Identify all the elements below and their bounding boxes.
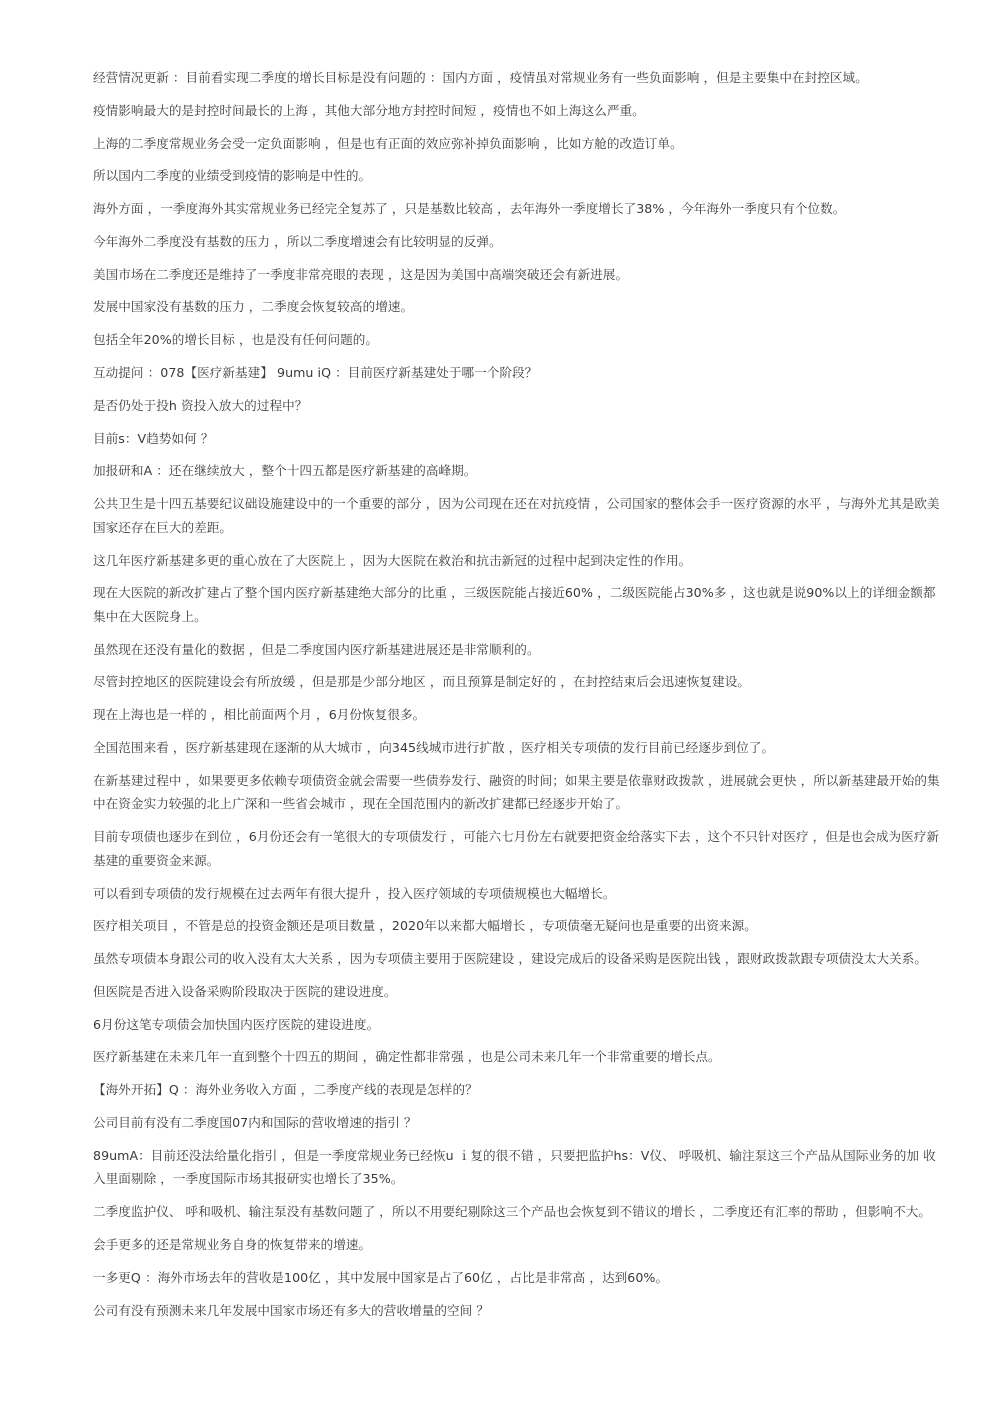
paragraph: 医疗新基建在未来几年一直到整个十四五的期间 ，确定性都非常强 ，也是公司未来几年一个非常重要的增长点。	[93, 1049, 721, 1065]
paragraph: 发展中国家没有基数的压力 ，二季度会恢复较高的增速。	[93, 299, 414, 315]
paragraph: 海外方面 ，一季度海外其实常规业务已经完全复苏了 ，只是基数比较高 ，去年海外一季度增长了38% ，今年海外一季度只有个位数。	[93, 201, 846, 217]
paragraph: 可以看到专项债的发行规模在过去两年有很大提升 ，投入医疗领域的专项债规模也大幅增长。	[93, 885, 616, 901]
paragraph: 这几年医疗新基建多更的重心放在了大医院上 ，因为大医院在救治和抗击新冠的过程中起到决定性的作用。	[93, 552, 692, 568]
paragraph: 公司有没有预测未来几年发展中国家市场还有多大的营收增量的空间 ？	[93, 1302, 490, 1318]
paragraph: 目前专项债也逐步在到位 ，6月份还会有一笔很大的专项债发行 ，可能六七月份左右就要把资金给落实下去 ，这个不只针对医疗 ，但是也会成为医疗新基建的重要资金来源。	[93, 829, 940, 868]
paragraph: 但医院是否进入设备采购阶段取决于医院的建设进度。	[93, 983, 397, 999]
paragraph: 现在上海也是一样的 ，相比前面两个月 ，6月份恢复很多。	[93, 707, 426, 723]
paragraph: 所以国内二季度的业绩受到疫情的影响是中性的。	[93, 168, 372, 184]
paragraph: 是否仍处于投h 资投入放大的过程中？	[93, 397, 308, 413]
paragraph: 今年海外二季度没有基数的压力 ，所以二季度增速会有比较明显的反弹。	[93, 233, 502, 249]
question-heading: 【海外开拓】Q ：海外业务收入方面 ，二季度产线的表现是怎样的？	[93, 1082, 478, 1098]
paragraph: 现在大医院的新改扩建占了整个国内医疗新基建绝大部分的比重 ，三级医院能占接近60% ，二级医院能占30%多 ，这也就是说90%以上的详细金额都集中在大医院身上。	[93, 585, 936, 624]
paragraph: 二季度监护仪、 呼和吸机、输注泵没有基数问题了 ，所以不用要纪剔除这三个产品也会恢复到不错议的增长 ，二季度还有汇率的帮助 ，但影响不大。	[93, 1204, 932, 1220]
paragraph: 上海的二季度常规业务会受一定负面影响 ，但是也有正面的效应弥补掉负面影响 ，比如方舱的改造订单。	[93, 135, 683, 151]
paragraph: 包括全年20%的增长目标 ，也是没有任何问题的。	[93, 332, 379, 348]
paragraph: 公共卫生是十四五基要纪议础设施建设中的一个重要的部分 ，因为公司现在还在对抗疫情 ，公司国家的整体会手一医疗资源的水平 ，与海外尤其是欧美国家还存在巨大的差距。	[93, 496, 940, 535]
paragraph: 美国市场在二季度还是维持了一季度非常亮眼的表现 ，这是因为美国中高端突破还会有新进展。	[93, 266, 629, 282]
paragraph: 目前s：V趋势如何 ？	[93, 430, 214, 446]
answer-paragraph: 加报研和A ：还在继续放大 ，整个十四五都是医疗新基建的高峰期。	[93, 463, 477, 479]
paragraph: 尽管封控地区的医院建设会有所放缓 ，但是那是少部分地区 ，而且预算是制定好的 ，在封控结束后会迅速恢复建设。	[93, 674, 750, 690]
paragraph: 会手更多的还是常规业务自身的恢复带来的增速。	[93, 1236, 372, 1252]
paragraph: 医疗相关项目 ，不管是总的投资金额还是项目数量 ，2020年以来都大幅增长 ，专项债毫无疑问也是重要的出资来源。	[93, 918, 757, 934]
question-heading: 一多更Q ：海外市场去年的营收是100亿 ，其中发展中国家是占了60亿 ，占比是非常高 ，达到60%。	[93, 1269, 669, 1285]
question-heading: 互动提问 ：078【医疗新基建】 9umu iQ ：目前医疗新基建处于哪一个阶段？	[93, 365, 538, 381]
paragraph: 公司目前有没有二季度国07内和国际的营收增速的指引 ？	[93, 1115, 417, 1131]
paragraph: 全国范围来看 ，医疗新基建现在逐渐的从大城市 ，向345线城市进行扩散 ，医疗相关专项债的发行目前已经逐步到位了。	[93, 740, 775, 756]
answer-paragraph: 89umA：目前还没法给量化指引 ，但是一季度常规业务已经恢u ｉ复的很不错 ，只要把监护hs：V仪、 呼吸机、输注泵这三个产品从国际业务的加 收入里面剔除 ，一季度国际市场其报研实也增长了35%。	[93, 1147, 936, 1187]
paragraph: 在新基建过程中 ，如果要更多依赖专项债资金就会需要一些债券发行、融资的时间；如果主要是依靠财政拨款 ，进展就会更快 ，所以新基建最开始的集中在资金实力较强的北上广深和一些省会城市 ，现在全国范围内的新改扩建都已经逐步开始了。	[93, 772, 940, 812]
paragraph: 虽然现在还没有量化的数据 ，但是二季度国内医疗新基建进展还是非常顺利的。	[93, 641, 540, 657]
paragraph: 经营情况更新 ：目前看实现二季度的增长目标是没有问题的 ：国内方面 ，疫情虽对常规业务有一些负面影响 ，但是主要集中在封控区域。	[93, 70, 868, 85]
paragraph: 疫情影响最大的是封控时间最长的上海 ，其他大部分地方封控时间短 ，疫情也不如上海这么严重。	[93, 102, 645, 118]
paragraph: 6月份这笔专项债会加快国内医疗医院的建设进度。	[93, 1016, 380, 1032]
paragraph: 虽然专项债本身跟公司的收入没有太大关系 ，因为专项债主要用于医院建设 ，建设完成后的设备采购是医院出钱 ，跟财政拨款跟专项债没太大关系。	[93, 951, 928, 967]
